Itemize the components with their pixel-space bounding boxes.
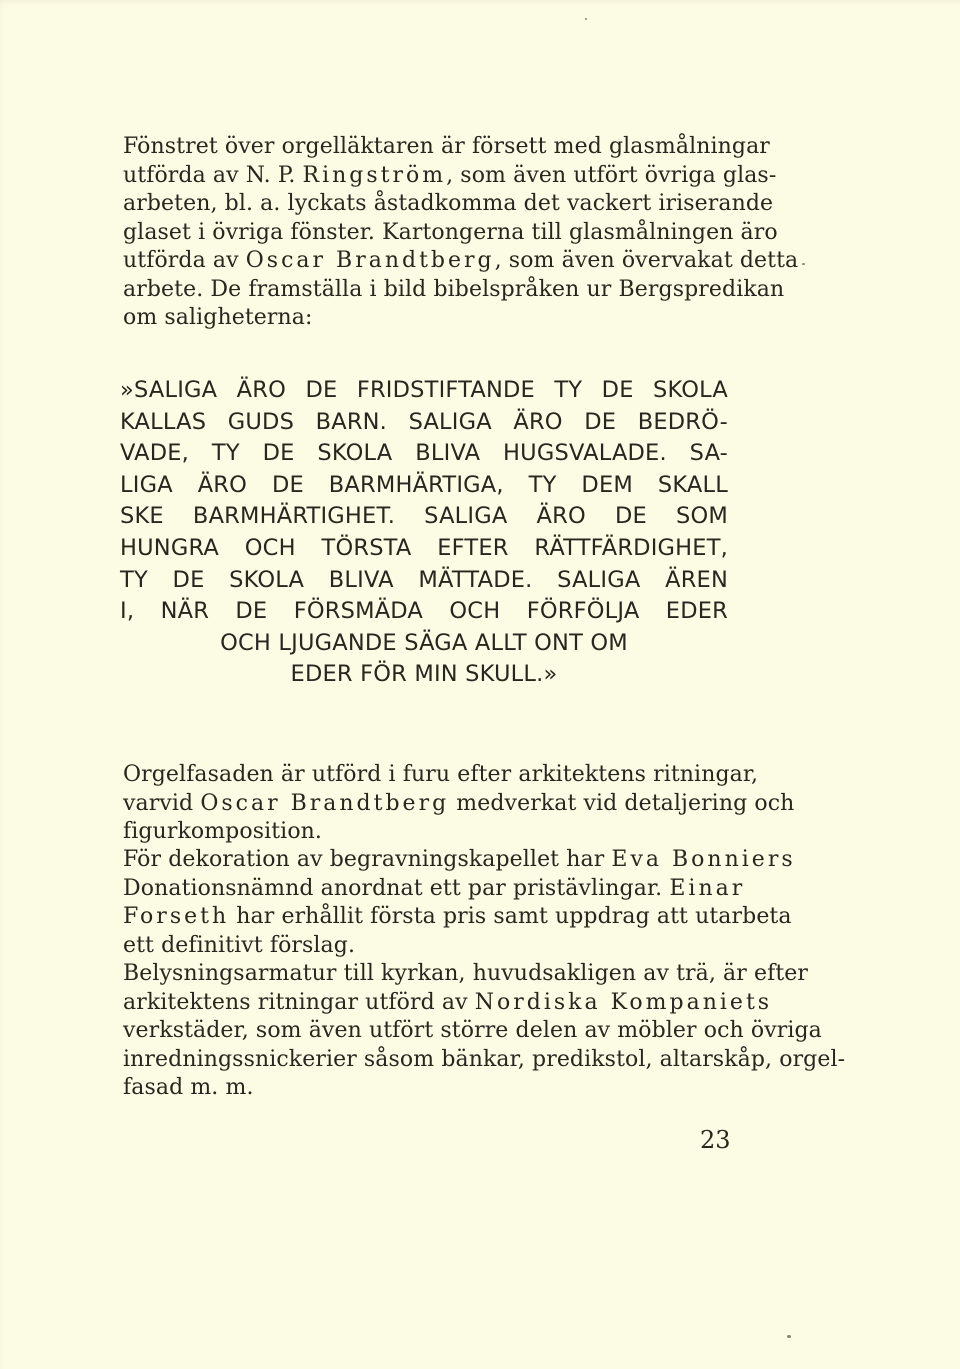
quote-line: »SALIGA ÄRO DE FRIDSTIFTANDE TY DE SKOLA [120,377,728,403]
quote-line: LIGA ÄRO DE BARMHÄRTIGA, TY DEM SKALL [120,471,728,498]
paragraph1-line: arbeten, bl. a. lyckats åstadkomma det vackert iriserande [123,191,774,216]
paragraph4-line: Belysningsarmatur till kyrkan, huvudsakligen av trä, är efter [123,961,808,986]
paragraph4-line: fasad m. m. [123,1075,254,1100]
paragraph1-line: glaset i övriga fönster. Kartongerna till glasmålningen äro [123,219,778,245]
paragraph-lighting-fixtures [123,960,846,1103]
paragraph-organ-facade [123,761,795,847]
paragraph4-line: inredningssnickerier såsom bänkar, predikstol, altarskåp, orgel- [123,1046,846,1072]
page-number: 23 [700,1126,731,1154]
paragraph2-line: figurkomposition. [123,819,323,844]
paragraph3-line: Forseth har erhållit första pris samt uppdrag att utarbeta [123,904,792,929]
quote-line: EDER FÖR MIN SKULL.» [290,661,558,688]
paragraph-stained-glass [123,133,799,333]
paragraph4-line: arkitektens ritningar utförd av Nordiska Kompaniets [123,989,773,1015]
paragraph2-line: Orgelfasaden är utförd i furu efter arkitektens ritningar, [123,762,759,787]
quote-line: I, NÄR DE FÖRSMÄDA OCH FÖRFÖLJA EDER [120,598,728,625]
paper-speck [802,263,805,265]
paragraph1-line: om saligheterna: [123,305,313,330]
paragraph4-line: verkstäder, som även utfört större delen av möbler och övriga [123,1018,822,1043]
paragraph2-line: varvid Oscar Brandtberg medverkat vid detaljering och [123,790,795,816]
beatitudes-quote [120,375,728,691]
paper-speck [585,18,587,20]
quote-line: VADE, TY DE SKOLA BLIVA HUGSVALADE. SA- [120,440,728,467]
paragraph1-line: utförda av Oscar Brandtberg, som även övervakat detta [123,248,799,273]
quote-line: SKE BARMHÄRTIGHET. SALIGA ÄRO DE SOM [120,503,728,530]
paragraph-chapel-decoration [123,846,796,960]
paragraph3-line: För dekoration av begravningskapellet har Eva Bonniers [123,847,796,872]
paragraph1-line: Fönstret över orgelläktaren är försett med glasmålningar [123,134,770,159]
paper-speck [787,1335,791,1338]
paragraph3-line: ett definitivt förslag. [123,932,356,958]
paragraph3-line: Donationsnämnd anordnat ett par pristävlingar. Einar [123,875,746,901]
quote-line: TY DE SKOLA BLIVA MÄTTADE. SALIGA ÄREN [120,566,728,593]
quote-line: HUNGRA OCH TÖRSTA EFTER RÄTTFÄRDIGHET, [120,534,728,561]
quote-line: KALLAS GUDS BARN. SALIGA ÄRO DE BEDRÖ- [120,408,728,435]
quote-line: OCH LJUGANDE SÄGA ALLT ONT OM [220,629,628,656]
paragraph1-line: utförda av N. P. Ringström, som även utfört övriga glas- [123,162,777,188]
paragraph1-line: arbete. De framställa i bild bibelspråken ur Bergspredikan [123,276,785,302]
